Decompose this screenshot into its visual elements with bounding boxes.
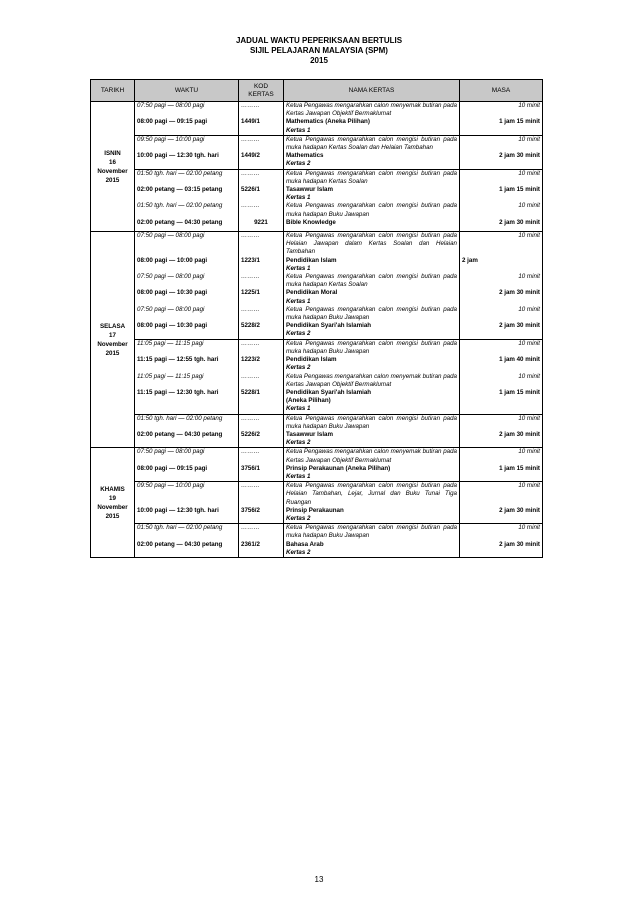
table-row [91,169,543,186]
waktu-cell: 08:00 pagi — 10:30 pagi [135,289,239,305]
instruction-text: Ketua Pengawas mengarahkan calon mengisi butiran pada muka hadapan Kertas Soalan [286,273,457,289]
kod-cell: ……… [239,135,284,152]
day-label-line: 2015 [105,176,120,184]
instruction-text: Ketua Pengawas mengarahkan calon mengisi butiran pada muka hadapan Buku Jawapan [286,339,457,355]
paper-number: Kertas 2 [286,330,311,338]
instruction-text: Ketua Pengawas mengarahkan calon mengisi butiran pada muka hadapan Kertas Soalan [286,169,457,185]
table-row [91,339,543,356]
masa-cell: 10 minit [460,306,543,322]
kod-cell: 9221 [239,219,284,232]
kod-cell: ……… [239,306,284,322]
paper-name: Pendidikan Syari'ah Islamiah [286,388,372,396]
table-row [91,202,543,218]
nama-kertas-cell [284,273,460,289]
col-header-kod: KOD KERTAS [239,80,284,102]
table-row [91,289,543,305]
kod-cell: ……… [239,202,284,218]
waktu-cell: 11:05 pagi — 11:15 pagi [135,373,239,389]
masa-cell: 10 minit [460,373,543,389]
nama-kertas-cell [284,322,460,339]
paper-number: Kertas 1 [286,405,311,413]
table-row [91,524,543,541]
nama-kertas-cell [284,186,460,202]
paper-name: (Aneka Pilihan) [286,397,331,405]
paper-number: Kertas 1 [286,297,311,305]
paper-number: Kertas 1 [286,264,311,272]
day-label-line: ISNIN [104,149,121,157]
masa-cell: 2 jam 30 minit [460,541,543,558]
waktu-cell: 01:50 tgh. hari — 02:00 petang [135,524,239,541]
kod-cell: 5228/1 [239,389,284,414]
kod-cell: ……… [239,169,284,186]
col-header-waktu: WAKTU [135,80,239,102]
nama-kertas-cell [284,507,460,524]
day-label-line: 17 [109,331,116,339]
masa-cell: 10 minit [460,524,543,541]
nama-kertas-cell [284,102,460,119]
waktu-cell: 07:50 pagi — 08:00 pagi [135,232,239,257]
paper-name: Tasawwur Islam [286,430,333,438]
masa-cell: 10 minit [460,414,543,431]
paper-number: Kertas 1 [286,472,311,480]
waktu-cell: 02:00 petang — 03:15 petang [135,186,239,202]
paper-name: Bahasa Arab [286,540,324,548]
instruction-text: Ketua Pengawas mengarahkan calon mengisi butiran pada muka hadapan Buku Jawapan [286,305,457,322]
paper-number: Kertas 2 [286,439,311,447]
table-row [91,507,543,524]
nama-kertas-cell [284,118,460,135]
table-row [91,273,543,289]
day-label-line: November [97,340,128,348]
nama-kertas-cell [284,465,460,482]
day-label-line: 2015 [105,349,120,357]
masa-cell: 2 jam [460,257,543,273]
day-label-line: November [97,503,128,511]
kod-cell: 1449/2 [239,152,284,169]
kod-cell: ……… [239,102,284,119]
masa-cell: 2 jam 30 minit [460,152,543,169]
paper-name: Mathematics (Aneka Pilihan) [286,118,370,126]
header-row [91,80,543,102]
day-label-line: 16 [109,158,116,166]
instruction-text: Ketua Pengawas mengarahkan calon menyemak butiran pada Kertas Jawapan Objektif Bermaklumat [286,102,457,118]
paper-name: Pendidikan Moral [286,289,338,297]
kod-cell: ……… [239,482,284,507]
nama-kertas-cell [284,524,460,541]
waktu-cell: 07:50 pagi — 08:00 pagi [135,448,239,465]
paper-name: Pendidikan Islam [286,256,337,264]
waktu-cell: 02:00 petang — 04:30 petang [135,431,239,448]
paper-name: Bible Knowledge [286,218,336,226]
day-cell [91,102,135,232]
waktu-cell: 09:50 pagi — 10:00 pagi [135,482,239,507]
kod-cell: 3756/1 [239,465,284,482]
waktu-cell: 02:00 petang — 04:30 petang [135,541,239,558]
timetable-body [91,102,543,558]
instruction-text: Ketua Pengawas mengarahkan calon mengisi butiran pada muka hadapan Buku Jawapan [286,524,457,540]
kod-cell: 5228/2 [239,322,284,339]
instruction-text: Ketua Pengawas mengarahkan calon menyemak butiran pada Kertas Jawapan Objektif Bermaklumat [286,372,457,388]
day-label-line: SELASA [99,322,126,330]
paper-number: Kertas 2 [286,548,311,556]
kod-cell: 1223/2 [239,356,284,372]
document-title [0,36,638,66]
table-row [91,541,543,558]
masa-cell: 10 minit [460,135,543,152]
kod-cell: ……… [239,373,284,389]
table-row [91,186,543,202]
title-line-3: 2015 [310,56,328,65]
kod-cell: 2361/2 [239,541,284,558]
nama-kertas-cell [284,169,460,186]
paper-number: Kertas 2 [286,364,311,372]
table-row [91,465,543,482]
paper-number: Kertas 2 [286,160,311,168]
paper-number: Kertas 1 [286,126,311,134]
waktu-cell: 02:00 petang — 04:30 petang [135,219,239,232]
nama-kertas-cell [284,339,460,356]
kod-cell: 1449/1 [239,118,284,135]
masa-cell: 1 jam 15 minit [460,389,543,414]
paper-name: Tasawwur Islam [286,186,333,194]
waktu-cell: 10:00 pagi — 12:30 tgh. hari [135,152,239,169]
waktu-cell: 11:15 pagi — 12:55 tgh. hari [135,356,239,372]
kod-cell: ……… [239,524,284,541]
masa-cell: 10 minit [460,169,543,186]
masa-cell: 1 jam 15 minit [460,118,543,135]
table-row [91,306,543,322]
title-line-1: JADUAL WAKTU PEPERIKSAAN BERTULIS [235,36,403,45]
table-row [91,356,543,372]
nama-kertas-cell [284,257,460,273]
masa-cell: 1 jam 15 minit [460,186,543,202]
nama-kertas-cell [284,202,460,218]
masa-cell: 2 jam 30 minit [460,431,543,448]
paper-number: Kertas 2 [286,514,311,522]
table-row [91,232,543,257]
masa-cell: 10 minit [460,482,543,507]
paper-name: Mathematics [286,152,324,160]
nama-kertas-cell [284,356,460,372]
table-row [91,482,543,507]
masa-cell: 1 jam 40 minit [460,356,543,372]
nama-kertas-cell [284,152,460,169]
day-cell [91,448,135,558]
nama-kertas-cell [284,232,460,257]
nama-kertas-cell [284,135,460,152]
exam-timetable [90,79,543,558]
nama-kertas-cell [284,219,460,232]
table-row [91,373,543,389]
day-label-line: 19 [109,494,116,502]
kod-cell: 1223/1 [239,257,284,273]
instruction-text: Ketua Pengawas mengarahkan calon mengisi butiran pada Helaian Jawapan dalam Kertas Soalan dan Helaian Tambahan [286,232,457,256]
masa-cell: 2 jam 30 minit [460,219,543,232]
waktu-cell: 07:50 pagi — 08:00 pagi [135,306,239,322]
nama-kertas-cell [284,448,460,465]
nama-kertas-cell [284,289,460,305]
waktu-cell: 08:00 pagi — 09:15 pagi [135,465,239,482]
kod-cell: 3756/2 [239,507,284,524]
instruction-text: Ketua Pengawas mengarahkan calon menyemak butiran pada Kertas Jawapan Objektif Bermaklumat [286,448,457,464]
waktu-cell: 07:50 pagi — 08:00 pagi [135,273,239,289]
waktu-cell: 01:50 tgh. hari — 02:00 petang [135,202,239,218]
kod-cell: ……… [239,448,284,465]
col-header-masa: MASA [460,80,543,102]
masa-cell: 10 minit [460,232,543,257]
instruction-text: Ketua Pengawas mengarahkan calon mengisi butiran pada muka hadapan Buku Jawapan [286,202,457,218]
kod-cell: 1225/1 [239,289,284,305]
table-row [91,102,543,119]
table-row [91,219,543,232]
waktu-cell: 01:50 tgh. hari — 02:00 petang [135,169,239,186]
kod-cell: ……… [239,339,284,356]
day-label-line: KHAMIS [100,485,125,493]
nama-kertas-cell [284,373,460,389]
waktu-cell: 11:05 pagi — 11:15 pagi [135,339,239,356]
page-number: 13 [314,875,324,884]
nama-kertas-cell [284,414,460,431]
waktu-cell: 08:00 pagi — 10:00 pagi [135,257,239,273]
table-row [91,389,543,414]
kod-cell: ……… [239,414,284,431]
table-row [91,135,543,152]
nama-kertas-cell [284,541,460,558]
waktu-cell: 09:50 pagi — 10:00 pagi [135,135,239,152]
table-row [91,414,543,431]
nama-kertas-cell [284,431,460,448]
table-row [91,322,543,339]
nama-kertas-cell [284,389,460,414]
table-row [91,118,543,135]
waktu-cell: 01:50 tgh. hari — 02:00 petang [135,414,239,431]
kod-cell: ……… [239,232,284,257]
paper-name: Prinsip Perakaunan [286,506,344,514]
masa-cell: 10 minit [460,339,543,356]
waktu-cell: 10:00 pagi — 12:30 tgh. hari [135,507,239,524]
masa-cell: 2 jam 30 minit [460,289,543,305]
instruction-text: Ketua Pengawas mengarahkan calon mengisi butiran pada Helaian Tambahan, Lejar, Jurnal dan Buku Tunai Tiga Ruangan [286,482,457,506]
kod-cell: ……… [239,273,284,289]
waktu-cell: 08:00 pagi — 10:30 pagi [135,322,239,339]
masa-cell: 2 jam 30 minit [460,507,543,524]
instruction-text: Ketua Pengawas mengarahkan calon mengisi butiran pada muka hadapan Kertas Soalan dan Helaian Tambahan [286,135,457,152]
kod-cell: 5226/1 [239,186,284,202]
masa-cell: 10 minit [460,102,543,119]
paper-number: Kertas 1 [286,194,311,202]
nama-kertas-cell [284,482,460,507]
waktu-cell: 07:50 pagi — 08:00 pagi [135,102,239,119]
day-label-line: November [97,167,128,175]
masa-cell: 2 jam 30 minit [460,322,543,339]
day-cell [91,232,135,448]
table-row [91,152,543,169]
nama-kertas-cell [284,306,460,322]
masa-cell: 10 minit [460,202,543,218]
kod-cell: 5226/2 [239,431,284,448]
col-header-nama: NAMA KERTAS [284,80,460,102]
masa-cell: 1 jam 15 minit [460,465,543,482]
paper-name: Pendidikan Syari'ah Islamiah [286,322,372,330]
paper-name: Prinsip Perakaunan (Aneka Pilihan) [286,464,391,472]
day-label-line: 2015 [105,512,120,520]
table-row [91,448,543,465]
waktu-cell: 11:15 pagi — 12:30 tgh. hari [135,389,239,414]
masa-cell: 10 minit [460,273,543,289]
paper-name: Pendidikan Islam [286,356,337,364]
instruction-text: Ketua Pengawas mengarahkan calon mengisi butiran pada muka hadapan Buku Jawapan [286,414,457,430]
title-line-2: SIJIL PELAJARAN MALAYSIA (SPM) [250,46,388,55]
masa-cell: 10 minit [460,448,543,465]
col-header-tarikh: TARIKH [91,80,135,102]
table-row [91,257,543,273]
waktu-cell: 08:00 pagi — 09:15 pagi [135,118,239,135]
table-row [91,431,543,448]
